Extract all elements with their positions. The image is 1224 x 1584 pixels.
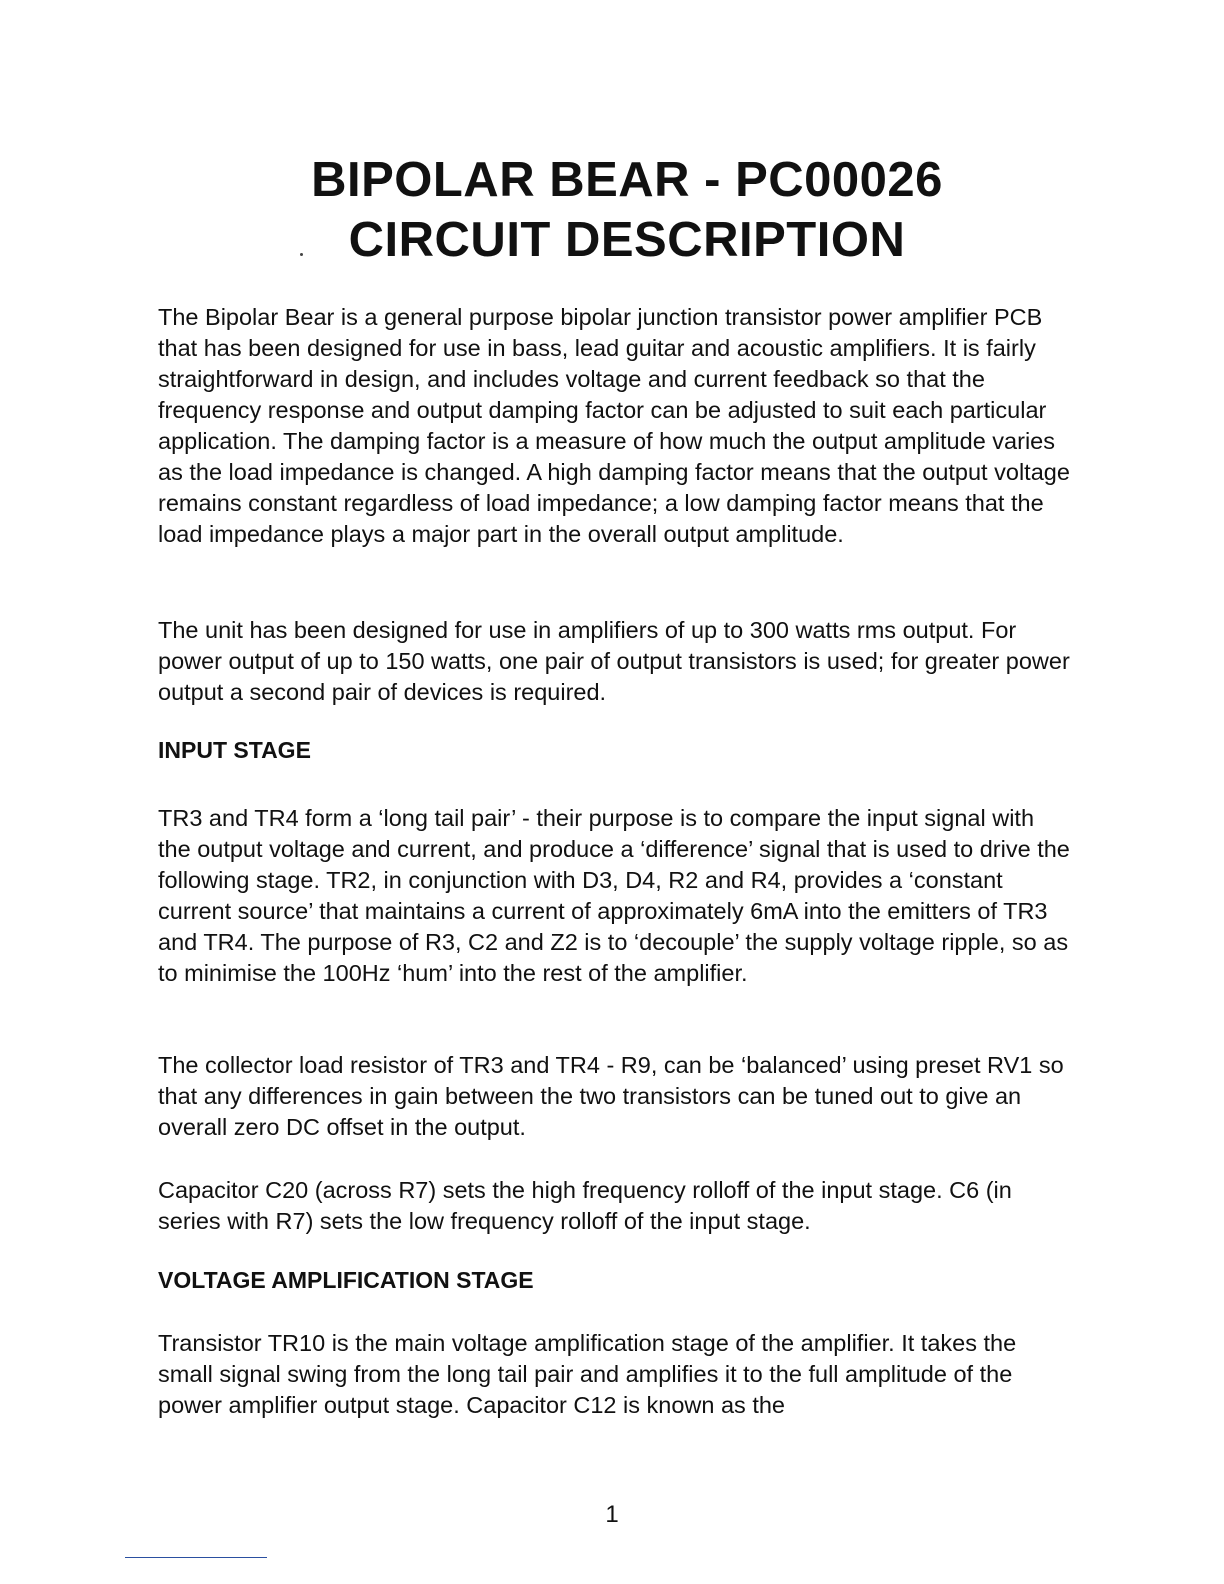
input-stage-paragraph-1: TR3 and TR4 form a ‘long tail pair’ - their purpose is to compare the input signal with the output voltage and current, and produce a ‘difference’ signal that is used to drive the following stage. TR2, in conjunction with D3, D4, R2 and R4, provides a ‘constant current source’ that maintains a current of approximately 6mA into the emitters of TR3 and TR4. The purpose of R3, C2 and Z2 is to ‘decouple’ the supply voltage ripple, so as to minimise the 100Hz ‘hum’ into the rest of the amplifier. [158, 805, 1070, 986]
scan-speck [300, 253, 303, 256]
input-stage-heading: INPUT STAGE [158, 737, 311, 763]
page-number: 1 [605, 1501, 619, 1528]
input-stage-paragraph-2: The collector load resistor of TR3 and TR4 - R9, can be ‘balanced’ using preset RV1 so that any differences in gain between the two transistors can be tuned out to give an overall zero DC offset in the output. [158, 1052, 1064, 1140]
document-title [0, 150, 1224, 270]
footer-rule [125, 1557, 267, 1558]
intro-paragraph-1: The Bipolar Bear is a general purpose bipolar junction transistor power amplifier PCB that has been designed for use in bass, lead guitar and acoustic amplifiers. It is fairly straightforward in design, and includes voltage and current feedback so that the frequency response and output damping factor can be adjusted to suit each particular application. The damping factor is a measure of how much the output amplitude varies as the load impedance is changed. A high damping factor means that the output voltage remains constant regardless of load impedance; a low damping factor means that the load impedance plays a major part in the overall output amplitude. [158, 304, 1070, 547]
voltage-stage-heading: VOLTAGE AMPLIFICATION STAGE [158, 1267, 534, 1293]
title-line-2: CIRCUIT DESCRIPTION [348, 213, 906, 267]
input-stage-paragraph-3: Capacitor C20 (across R7) sets the high frequency rolloff of the input stage. C6 (in series with R7) sets the low frequency rolloff of the input stage. [158, 1177, 1012, 1234]
title-line-1: BIPOLAR BEAR - PC00026 [311, 153, 943, 207]
voltage-stage-paragraph-1: Transistor TR10 is the main voltage amplification stage of the amplifier. It takes the small signal swing from the long tail pair and amplifies it to the full amplitude of the power amplifier output stage. Capacitor C12 is known as the [158, 1330, 1017, 1418]
intro-paragraph-2: The unit has been designed for use in amplifiers of up to 300 watts rms output. For power output of up to 150 watts, one pair of output transistors is used; for greater power output a second pair of devices is required. [158, 617, 1070, 705]
